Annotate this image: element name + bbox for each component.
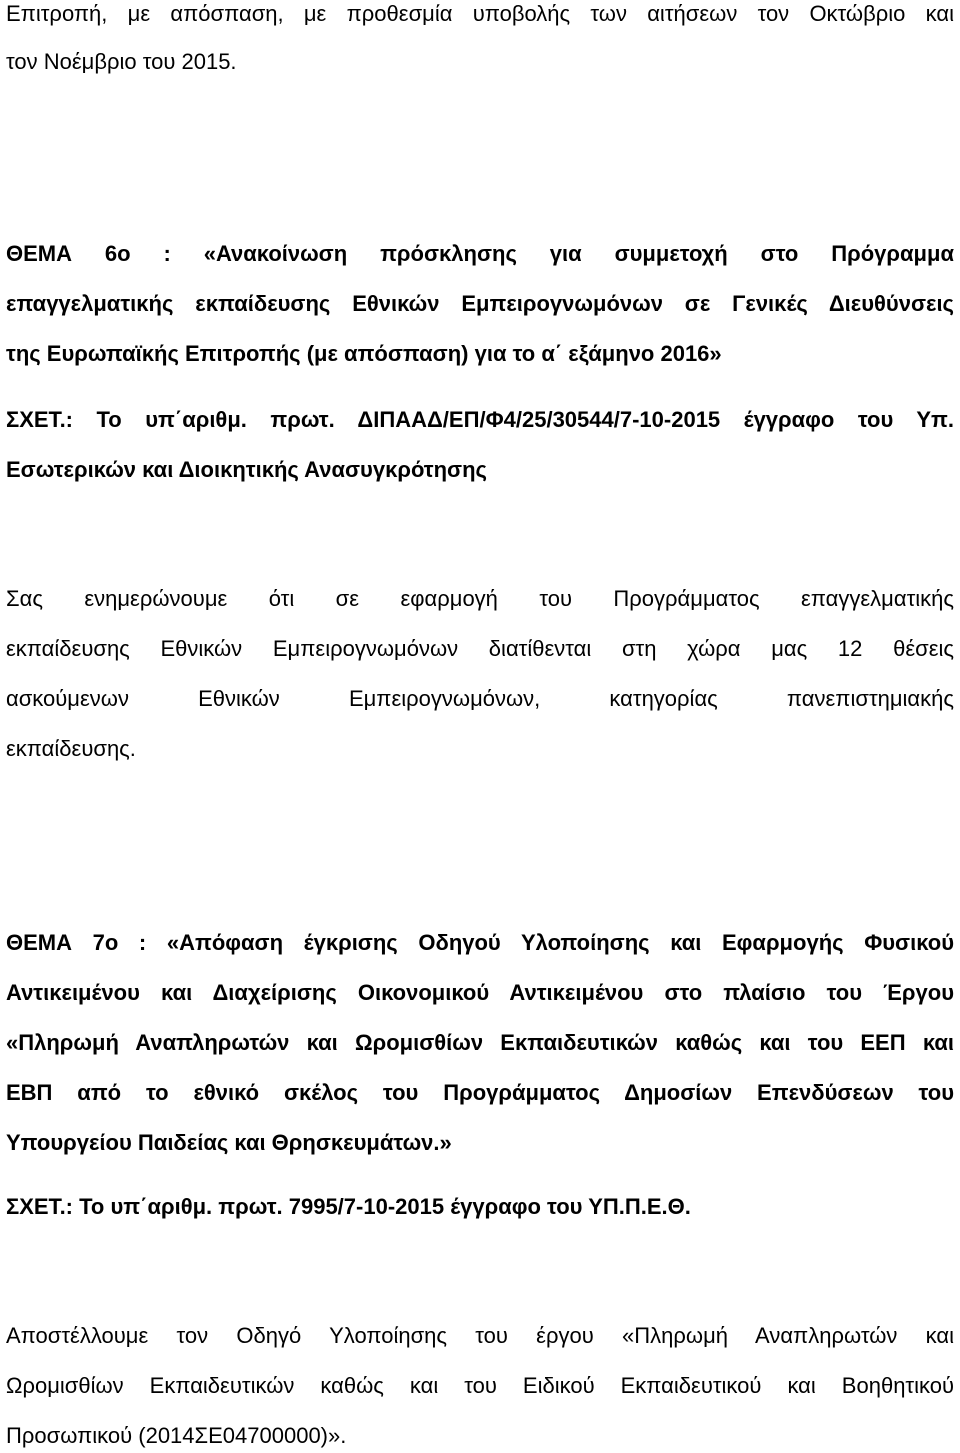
theme6-body-line-4: εκπαίδευσης. [6,736,136,761]
theme6-body-line-2: εκπαίδευσης Εθνικών Εμπειρογνωμόνων διατίθενται στη χώρα μας 12 θέσεις [6,636,954,661]
theme7-heading-line-3: «Πληρωμή Αναπληρωτών και Ωρομισθίων Εκπαιδευτικών καθώς και του ΕΕΠ και [6,1030,954,1055]
intro-line-1: Επιτροπή, με απόσπαση, με προθεσμία υποβολής των αιτήσεων τον Οκτώβριο και [6,1,954,26]
theme7-body-line-3: Προσωπικού (2014ΣΕ04700000)». [6,1423,347,1448]
theme6-reference-line-2: Εσωτερικών και Διοικητικής Ανασυγκρότησης [6,457,487,482]
theme6-heading-line-3: της Ευρωπαϊκής Επιτροπής (με απόσπαση) για το α΄ εξάμηνο 2016» [6,341,722,366]
theme6-heading-line-2: επαγγελματικής εκπαίδευσης Εθνικών Εμπειρογνωμόνων σε Γενικές Διευθύνσεις [6,291,954,316]
theme7-body-line-1: Αποστέλλουμε τον Οδηγό Υλοποίησης του έργου «Πληρωμή Αναπληρωτών και [6,1323,954,1348]
theme7-body-line-2: Ωρομισθίων Εκπαιδευτικών καθώς και του Ειδικού Εκπαιδευτικού και Βοηθητικού [6,1373,954,1398]
theme6-body-line-1: Σας ενημερώνουμε ότι σε εφαρμογή του Προγράμματος επαγγελματικής [6,586,954,611]
theme6-heading-line-1: ΘΕΜΑ 6ο : «Ανακοίνωση πρόσκλησης για συμμετοχή στο Πρόγραμμα [6,241,954,266]
theme7-heading-line-5: Υπουργείου Παιδείας και Θρησκευμάτων.» [6,1130,452,1155]
intro-line-2: τον Νοέμβριο του 2015. [6,49,237,74]
theme6-reference-line-1: ΣΧΕΤ.: Το υπ΄αριθμ. πρωτ. ΔΙΠΑΑΔ/ΕΠ/Φ4/25/30544/7-10-2015 έγγραφο του Υπ. [6,407,954,432]
theme7-reference-line: ΣΧΕΤ.: Το υπ΄αριθμ. πρωτ. 7995/7-10-2015 έγγραφο του ΥΠ.Π.Ε.Θ. [6,1194,691,1219]
theme7-heading-line-2: Αντικειμένου και Διαχείρισης Οικονομικού Αντικειμένου στο πλαίσιο του Έργου [6,980,954,1005]
theme6-body-line-3: ασκούμενων Εθνικών Εμπειρογνωμόνων, κατηγορίας πανεπιστημιακής [6,686,954,711]
theme7-heading-line-1: ΘΕΜΑ 7ο : «Απόφαση έγκρισης Οδηγού Υλοποίησης και Εφαρμογής Φυσικού [6,930,954,955]
theme7-heading-line-4: ΕΒΠ από το εθνικό σκέλος του Προγράμματος Δημοσίων Επενδύσεων του [6,1080,954,1105]
